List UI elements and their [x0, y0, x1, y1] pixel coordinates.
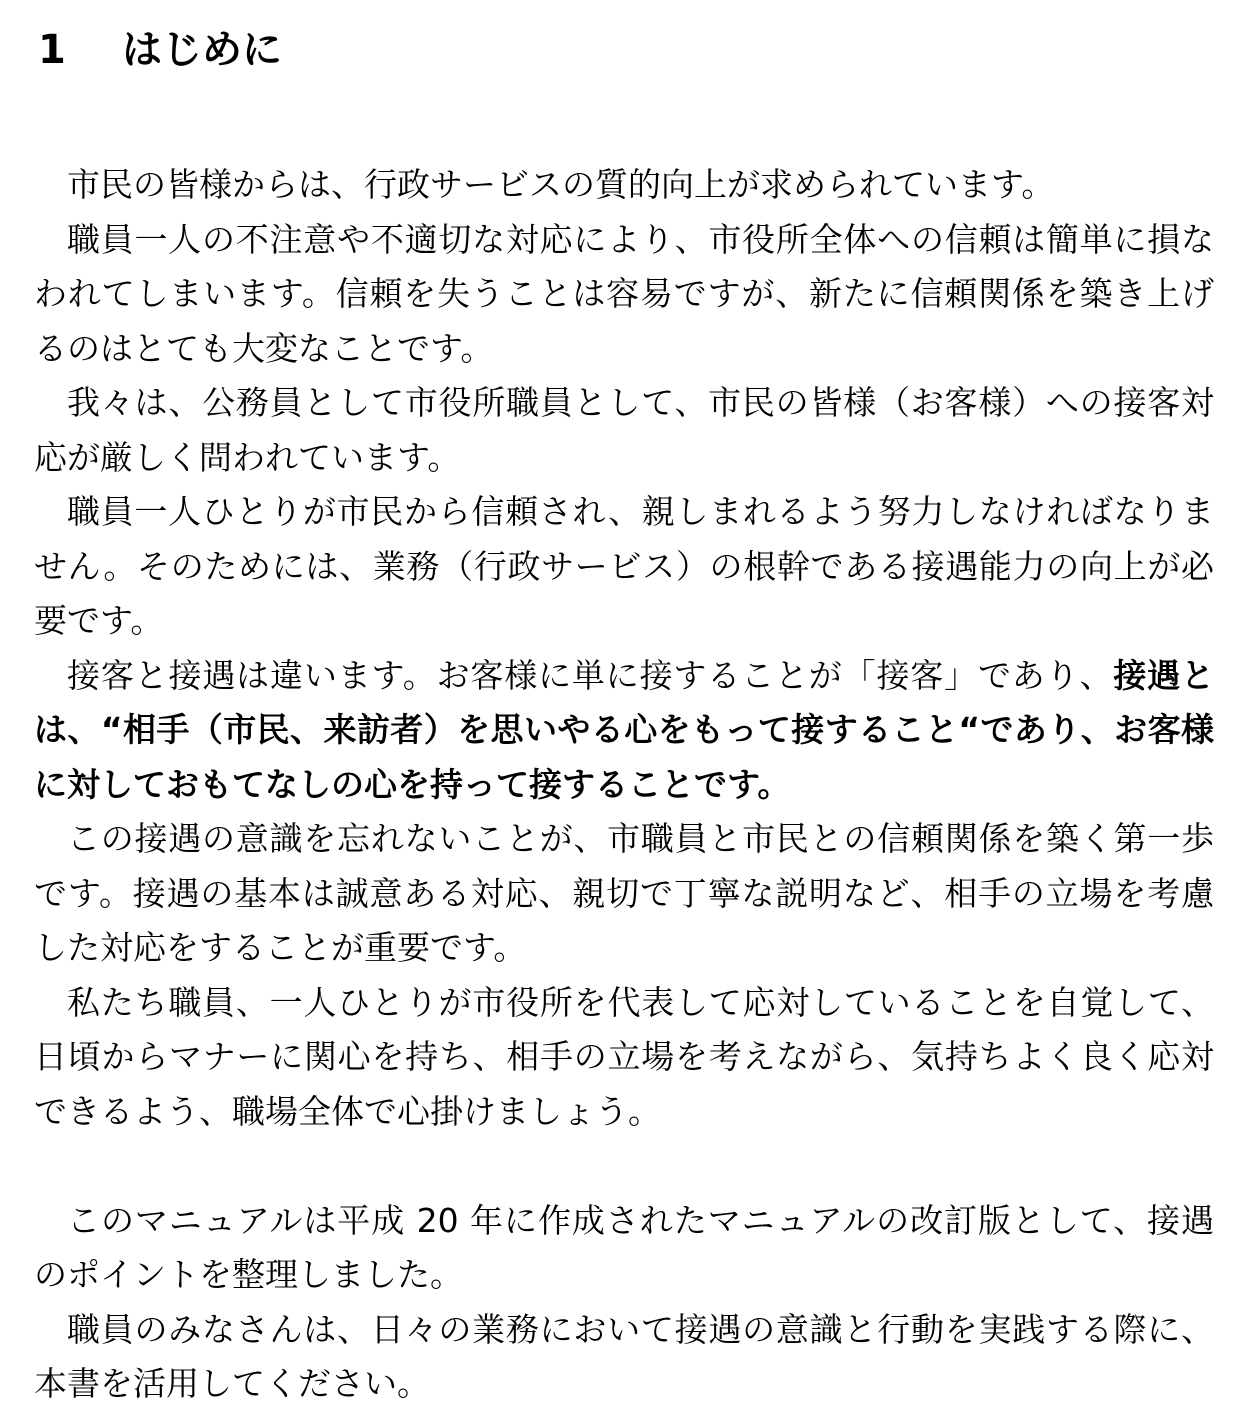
- emphasized-text: 接遇とは、“相手（市民、来訪者）を思いやる心をもって接すること“であり、お客様に対しておもてなしの心を持って接することです。: [34, 655, 1214, 804]
- paragraph: 私たち職員、一人ひとりが市役所を代表して応対していることを自覚して、日頃からマナーに関心を持ち、相手の立場を考えながら、気持ちよく良く応対できるよう、職場全体で心掛けましょう。: [34, 982, 1214, 1131]
- paragraph: 市民の皆様からは、行政サービスの質的向上が求められています。: [67, 165, 1055, 204]
- paragraph: 職員一人ひとりが市民から信頼され、親しまれるよう努力しなければなりません。そのためには、業務（行政サービス）の根幹である接遇能力の向上が必要です。: [34, 492, 1214, 640]
- section-heading: [38, 24, 282, 76]
- paragraph-with-emphasis: [34, 649, 1214, 813]
- section-title: はじめに: [122, 27, 282, 73]
- paragraph: 我々は、公務員として市役所職員として、市民の皆様（お客様）への接客対応が厳しく問われています。: [34, 383, 1214, 477]
- closing-paragraph: 職員のみなさんは、日々の業務において接遇の意識と行動を実践する際に、本書を活用してください。: [34, 1309, 1214, 1403]
- document-body: [34, 158, 1214, 1412]
- paragraph: 職員一人の不注意や不適切な対応により、市役所全体への信頼は簡単に損なわれてしまいます。信頼を失うことは容易ですが、新たに信頼関係を築き上げるのはとても大変なことです。: [34, 219, 1214, 368]
- paragraph-spacer: [34, 1139, 1214, 1194]
- closing-paragraph: このマニュアルは平成 20 年に作成されたマニュアルの改訂版として、接遇のポイントを整理しました。: [34, 1200, 1214, 1294]
- paragraph-text: 接客と接遇は違います。お客様に単に接することが「接客」であり、: [67, 655, 1114, 695]
- paragraph: この接遇の意識を忘れないことが、市職員と市民との信頼関係を築く第一歩です。接遇の基本は誠意ある対応、親切で丁寧な説明など、相手の立場を考慮した対応をすることが重要です。: [34, 819, 1214, 967]
- section-number: 1: [38, 27, 66, 73]
